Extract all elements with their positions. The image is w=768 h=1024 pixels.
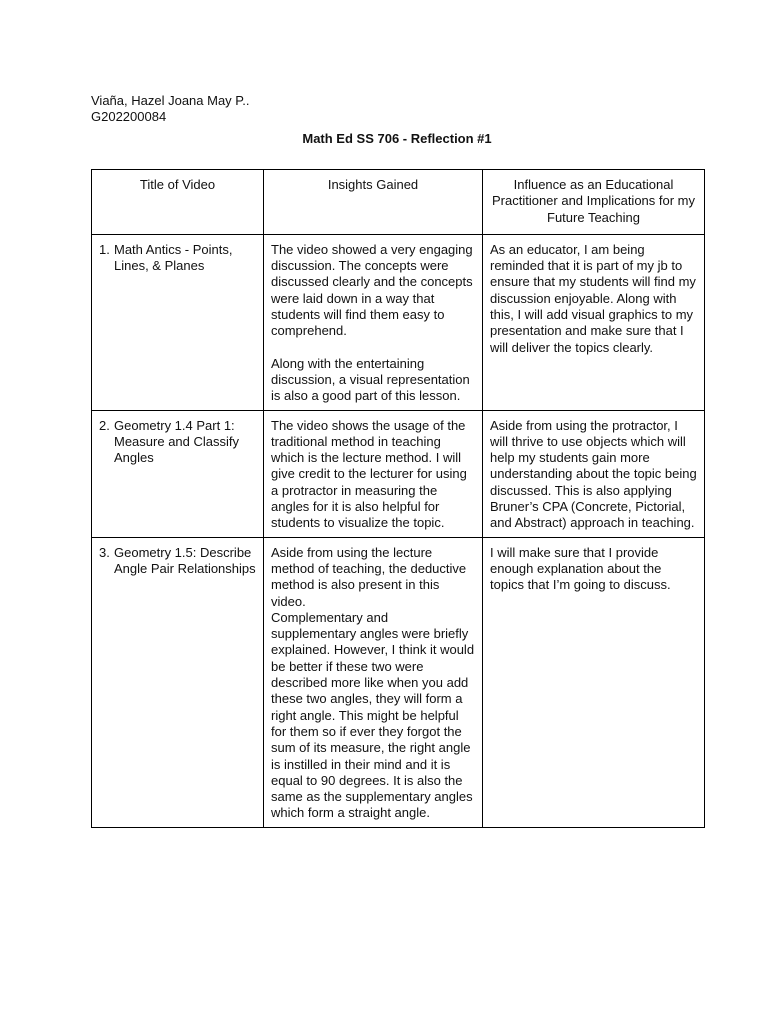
influence-cell: Aside from using the protractor, I will thrive to use objects which will help my students gain more understanding about the topic being discussed. This is also applying Bruner’s CPA (Concrete, Pictorial, and Abstract) approach in teaching. xyxy=(483,410,705,537)
video-title: Geometry 1.5: Describe Angle Pair Relationships xyxy=(114,544,256,576)
video-title: Math Antics - Points, Lines, & Planes xyxy=(114,241,233,274)
insight-paragraph: Complementary and supplementary angles were briefly explained. However, I think it would be better if these two were described more like when you add these two angles, they will form a right angle. This might be helpful for them so if ever they forgot the sum of its measure, the right angle is instilled in their mind and it is equal to 90 degrees. It is also the same as the supplementary angles which form a straight angle. xyxy=(271,609,475,821)
insights-cell xyxy=(264,410,483,537)
video-title-cell xyxy=(92,410,264,537)
insights-cell xyxy=(264,537,483,827)
insight-paragraph: Along with the entertaining discussion, a visual representation is also a good part of this lesson. xyxy=(271,355,470,404)
video-title: Geometry 1.4 Part 1: Measure and Classify Angles xyxy=(114,417,239,466)
insights-cell xyxy=(264,234,483,410)
student-name: Viaña, Hazel Joana May P.. xyxy=(91,93,250,108)
student-info xyxy=(91,93,250,126)
insight-paragraph: The video showed a very engaging discussion. The concepts were discussed clearly and the concepts were laid down in a way that students will find them easy to comprehend. xyxy=(271,241,473,339)
table-row xyxy=(92,410,705,537)
document-title: Math Ed SS 706 - Reflection #1 xyxy=(302,131,492,146)
header-title-of-video: Title of Video xyxy=(92,170,264,235)
table-row xyxy=(92,234,705,410)
row-number: 3. xyxy=(99,544,110,560)
table-header-row xyxy=(92,170,705,235)
header-influence: Influence as an Educational Practitioner and Implications for my Future Teaching xyxy=(483,170,705,235)
row-number: 2. xyxy=(99,417,110,433)
video-title-cell xyxy=(92,234,264,410)
influence-cell: As an educator, I am being reminded that it is part of my jb to ensure that my students will find my discussion enjoyable. Along with this, I will add visual graphics to my presentation and make sure that I will deliver the topics clearly. xyxy=(483,234,705,410)
header-insights-gained: Insights Gained xyxy=(264,170,483,235)
influence-cell: I will make sure that I provide enough explanation about the topics that I’m going to discuss. xyxy=(483,537,705,827)
student-id: G202200084 xyxy=(91,109,167,125)
row-number: 1. xyxy=(99,241,110,257)
insight-paragraph: The video shows the usage of the traditional method in teaching which is the lecture method. I will give credit to the lecturer for using a protractor in measuring the angles for it is also helpful for students to visualize the topic. xyxy=(271,417,467,531)
video-title-cell xyxy=(92,537,264,827)
table-row xyxy=(92,537,705,827)
reflection-table xyxy=(91,169,705,828)
insight-paragraph: Aside from using the lecture method of teaching, the deductive method is also present in this video. xyxy=(271,544,467,609)
